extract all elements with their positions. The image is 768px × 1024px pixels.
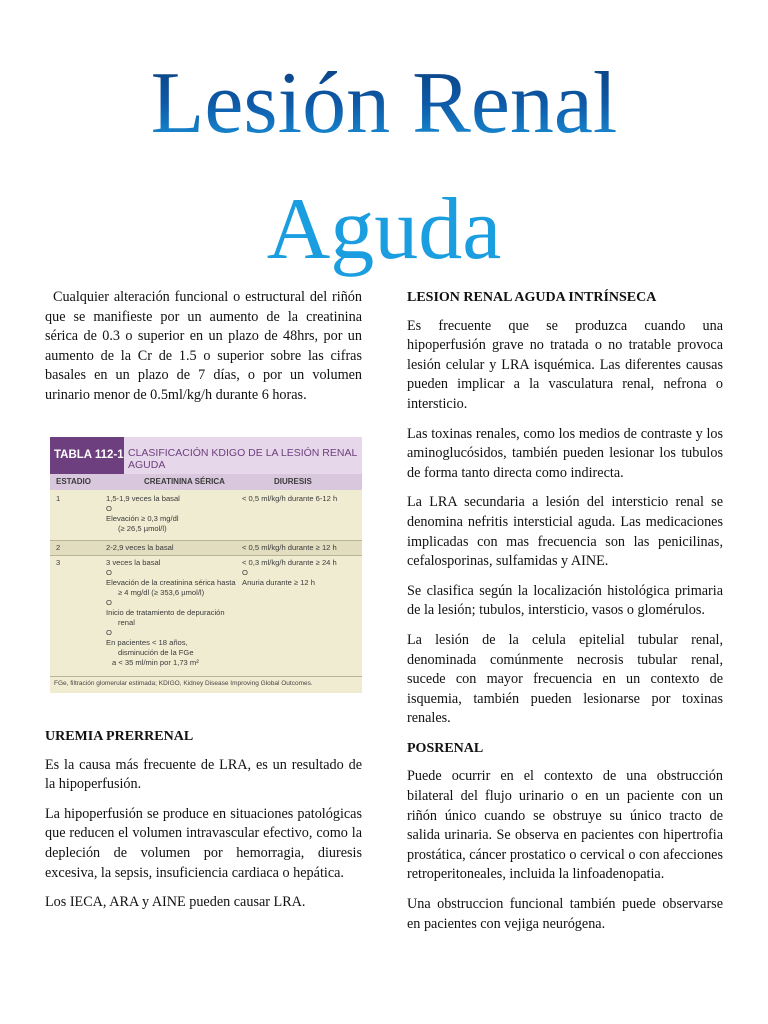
creatinine-line: O [106, 598, 112, 607]
kdigo-table [50, 437, 362, 693]
paragraph: Es frecuente que se produzca cuando una hipoperfusión grave no tratada o no tratable provoca lesión celular y LRA isquémica. Las diferentes causas pueden implicar a la vasculatura renal, nefrona o intersticio. [407, 317, 723, 412]
paragraph: Los IECA, ARA y AINE pueden causar LRA. [45, 894, 306, 911]
section-heading-intrinseca: LESION RENAL AGUDA INTRÍNSECA [407, 290, 657, 305]
creatinine-line: renal [118, 618, 135, 627]
paragraph: Una obstruccion funcional también puede observarse en pacientes con vejiga neurógena. [407, 896, 723, 932]
diuresis-line: < 0,3 ml/kg/h durante ≥ 24 h [242, 558, 337, 567]
creatinine-line: En pacientes < 18 años, [106, 638, 188, 647]
paragraph: La lesión de la celula epitelial tubular renal, denominada comúnmente necrosis tubular renal, sucede con mayor frecuencia en un contexto de isquemia, también pueden lesionarse por toxinas renales. [407, 631, 723, 727]
table-footnote: FGe, filtración glomerular estimada; KDIGO, Kidney Disease Improving Global Outcomes. [54, 680, 313, 687]
row-stage: 3 [56, 558, 61, 567]
left-column [45, 288, 362, 416]
row-stage: 1 [56, 494, 61, 503]
diuresis-line: Anuria durante ≥ 12 h [242, 578, 315, 587]
row-diuresis [242, 558, 360, 588]
creatinine-line: Elevación de la creatinina sérica hasta [106, 578, 236, 587]
row-divider [50, 676, 362, 677]
creatinine-line: Elevación ≥ 0,3 mg/dl [106, 514, 179, 523]
document-title-line-1: Lesión Renal [0, 56, 768, 152]
creatinine-line: 3 veces la basal [106, 558, 161, 567]
column-header-diuresis: DIURESIS [274, 477, 312, 486]
table-title: CLASIFICACIÓN KDIGO DE LA LESIÓN RENAL AGUDA [128, 447, 357, 471]
paragraph: Las toxinas renales, como los medios de contraste y los aminoglucósidos, también pueden lesionar los tubulos de forma tanto directa como indirecta. [407, 425, 723, 481]
table-column-headers [50, 474, 362, 490]
table-row [50, 541, 362, 555]
paragraph: La hipoperfusión se produce en situaciones patológicas que reducen el volumen intravascular efectivo, como la depleción de volumen por hemorragia, diuresis excesiva, la sepsis, insuficiencia cardiaca o hepática. [45, 805, 362, 881]
right-column [407, 288, 723, 944]
table-badge: TABLA 112-1 [50, 437, 124, 474]
creatinine-line: ≥ 4 mg/dl (≥ 353,6 µmol/l) [118, 588, 205, 597]
row-stage: 2 [56, 543, 61, 552]
row-creatinine [106, 494, 236, 534]
creatinine-line: (≥ 26,5 µmol/l) [118, 524, 167, 533]
document-title-line-2: Aguda [266, 181, 502, 278]
creatinine-line: a < 35 ml/min por 1,73 m² [112, 658, 199, 667]
paragraph: La LRA secundaria a lesión del intersticio renal se denomina nefritis intersticial aguda. Las medicaciones implicadas con mas frecuencia son las penicilinas, cefalosporinas, sulfamidas y AINE. [407, 494, 723, 570]
creatinine-line: O [106, 504, 112, 513]
creatinine-line: O [106, 628, 112, 637]
creatinine-line: O [106, 568, 112, 577]
creatinine-line: disminución de la FGe [118, 648, 194, 657]
section-heading-uremia: UREMIA PRERRENAL [45, 729, 194, 744]
table-row [50, 556, 362, 674]
paragraph: Puede ocurrir en el contexto de una obstrucción bilateral del flujo urinario o en un paciente con un riñón único cuando se obstruye su único tracto de salida urinaria. Se observa en pacientes con hipertrofia prostática, cáncer prostatico o cervical o con afecciones retroperitoneales, incluida la linfoadenopatia. [407, 768, 723, 883]
creatinine-line: 1,5-1,9 veces la basal [106, 494, 180, 503]
kdigo-table-header [50, 437, 362, 474]
row-diuresis [242, 494, 360, 504]
row-creatinine [106, 558, 240, 668]
row-diuresis [242, 543, 360, 553]
diuresis-line: < 0,5 ml/kg/h durante ≥ 12 h [242, 543, 337, 552]
paragraph: Se clasifica según la localización histológica primaria de la lesión; tubulos, intersticio, vasos o glomérulos. [407, 582, 723, 619]
diuresis-line: < 0,5 ml/kg/h durante 6-12 h [242, 494, 338, 503]
creatinine-line: Inicio de tratamiento de depuración [106, 608, 225, 617]
row-creatinine [106, 543, 236, 553]
uremia-section [45, 727, 362, 923]
paragraph: Es la causa más frecuente de LRA, es un resultado de la hipoperfusión. [45, 756, 362, 793]
column-header-stage: ESTADIO [56, 477, 91, 486]
intro-paragraph: Cualquier alteración funcional o estructural del riñón que se manifieste por un aumento de la creatinina sérica de 0.3 o superior en un plazo de 48hrs, por un aumento de la Cr de 1.5 o superior sobre las cifras basales en un plazo de 7 días, o por un volumen urinario menor de 0.5ml/kg/h durante 6 horas. [45, 289, 362, 403]
creatinine-line: 2-2,9 veces la basal [106, 543, 174, 552]
diuresis-line: O [242, 568, 248, 577]
column-header-creatinine: CREATININA SÉRICA [144, 477, 225, 486]
table-row [50, 492, 362, 540]
section-heading-posrenal: POSRENAL [407, 740, 484, 756]
